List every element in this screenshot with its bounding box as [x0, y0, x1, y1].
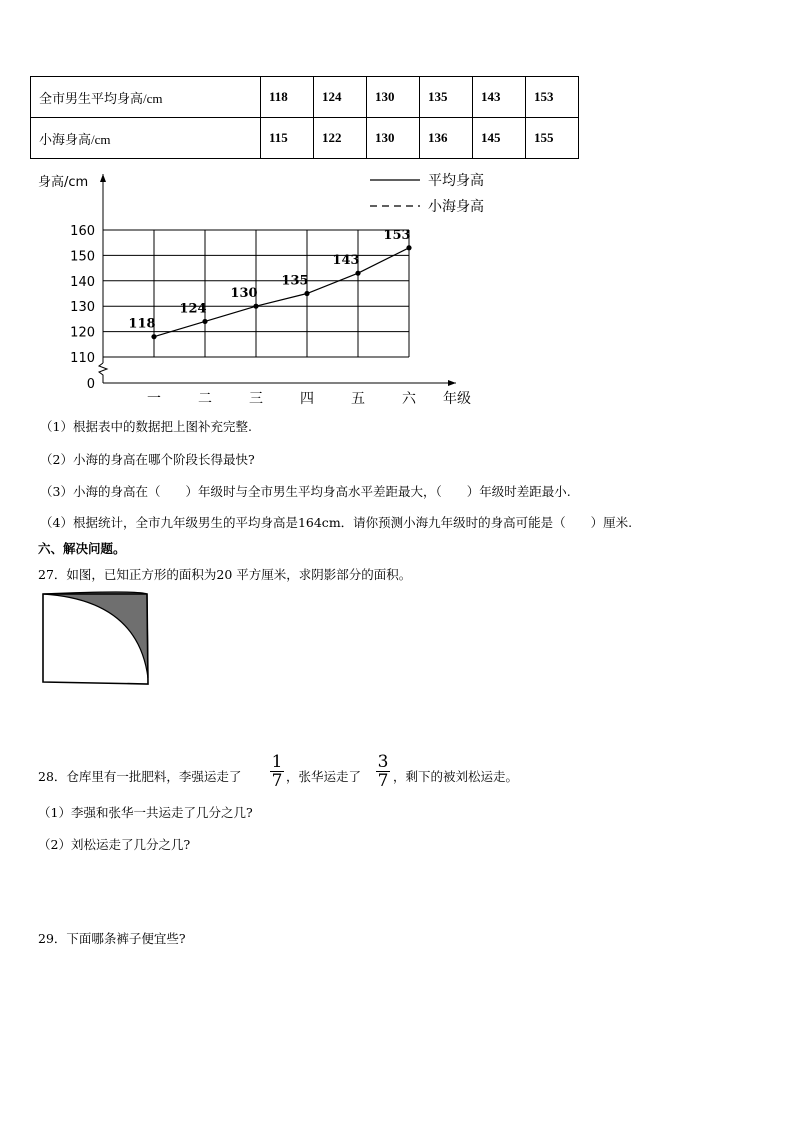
- data-point: [253, 304, 258, 309]
- x-tick-label: 四: [300, 391, 314, 407]
- question-1: （1）根据表中的数据把上图补充完整.: [40, 419, 252, 434]
- table-row: [31, 77, 579, 118]
- y-tick-label: 140: [70, 274, 95, 290]
- y-axis-arrow: [100, 174, 106, 182]
- x-tick-label: 六: [402, 391, 416, 407]
- data-label: 118: [128, 316, 156, 332]
- data-label: 124: [179, 301, 207, 317]
- problem-28-part-a: 28．仓库里有一批肥料，李强运走了: [38, 769, 242, 784]
- table-cell: 130: [367, 118, 420, 159]
- question-4: （4）根据统计，全市九年级男生的平均身高是164cm．请你预测小海九年级时的身高可能是（ ）厘米.: [40, 515, 633, 530]
- y-tick-label: 130: [70, 300, 95, 316]
- problem-28-part-b: ，张华运走了: [286, 769, 362, 784]
- data-point: [355, 271, 360, 276]
- table-cell: 145: [473, 118, 526, 159]
- y-tick-label: 110: [70, 351, 95, 366]
- data-point: [304, 291, 309, 296]
- fraction-denominator: 7: [271, 771, 283, 791]
- height-table: [30, 76, 579, 159]
- x-axis-arrow: [448, 380, 456, 386]
- chart-legend: [370, 172, 484, 215]
- y-tick-label: 0: [86, 377, 95, 392]
- x-tick-label: 五: [351, 391, 365, 407]
- table-cell: 122: [314, 118, 367, 159]
- table-cell: 135: [420, 77, 473, 118]
- problem-27: 27．如图，已知正方形的面积为20 平方厘米，求阴影部分的面积。: [38, 567, 412, 582]
- problem-28-question-1: （1）李强和张华一共运走了几分之几?: [38, 805, 253, 820]
- data-label: 143: [332, 253, 360, 269]
- fraction-one-seventh: [270, 753, 284, 790]
- row-label: 全市男生平均身高/cm: [31, 77, 261, 118]
- shaded-region: [43, 592, 148, 678]
- problem-28-part-c: ，剩下的被刘松运走。: [393, 769, 519, 784]
- x-tick-label: 一: [147, 391, 161, 407]
- table-cell: 130: [367, 77, 420, 118]
- table-cell: 118: [261, 77, 314, 118]
- legend-label: 小海身高: [428, 199, 484, 215]
- y-axis-break: [99, 363, 107, 383]
- square-figure: [40, 590, 152, 688]
- y-tick-label: 150: [70, 249, 95, 265]
- data-point: [151, 334, 156, 339]
- chart-series: [128, 228, 411, 339]
- fraction-denominator: 7: [377, 771, 389, 791]
- y-tick-label: 120: [70, 325, 95, 341]
- legend-label: 平均身高: [428, 173, 484, 189]
- data-label: 130: [230, 286, 258, 302]
- fraction-three-sevenths: [376, 753, 390, 790]
- table-cell: 153: [526, 77, 579, 118]
- problem-29: 29．下面哪条裤子便宜些?: [38, 931, 186, 946]
- data-label: 153: [383, 227, 411, 243]
- x-tick-label: 三: [249, 391, 263, 407]
- question-3: （3）小海的身高在（ ）年级时与全市男生平均身高水平差距最大，（ ）年级时差距最小.: [40, 484, 571, 499]
- y-tick-label: 160: [70, 224, 95, 239]
- series-line: [154, 248, 409, 337]
- section-heading: 六、解决问题。: [38, 541, 126, 556]
- height-line-chart: [0, 160, 520, 410]
- data-point: [406, 245, 411, 250]
- table-cell: 136: [420, 118, 473, 159]
- problem-28-question-2: （2）刘松运走了几分之几?: [38, 837, 191, 852]
- y-axis-label: 身高/cm: [38, 175, 89, 190]
- data-label: 135: [281, 273, 309, 289]
- fraction-numerator: 1: [271, 752, 283, 772]
- table-cell: 115: [261, 118, 314, 159]
- table-row: [31, 118, 579, 159]
- x-axis-label: 年级: [443, 391, 471, 407]
- question-2: （2）小海的身高在哪个阶段长得最快?: [40, 452, 255, 467]
- row-label: 小海身高/cm: [31, 118, 261, 159]
- table-cell: 124: [314, 77, 367, 118]
- data-point: [202, 319, 207, 324]
- fraction-numerator: 3: [377, 752, 389, 772]
- table-cell: 143: [473, 77, 526, 118]
- table-cell: 155: [526, 118, 579, 159]
- x-tick-label: 二: [198, 391, 212, 407]
